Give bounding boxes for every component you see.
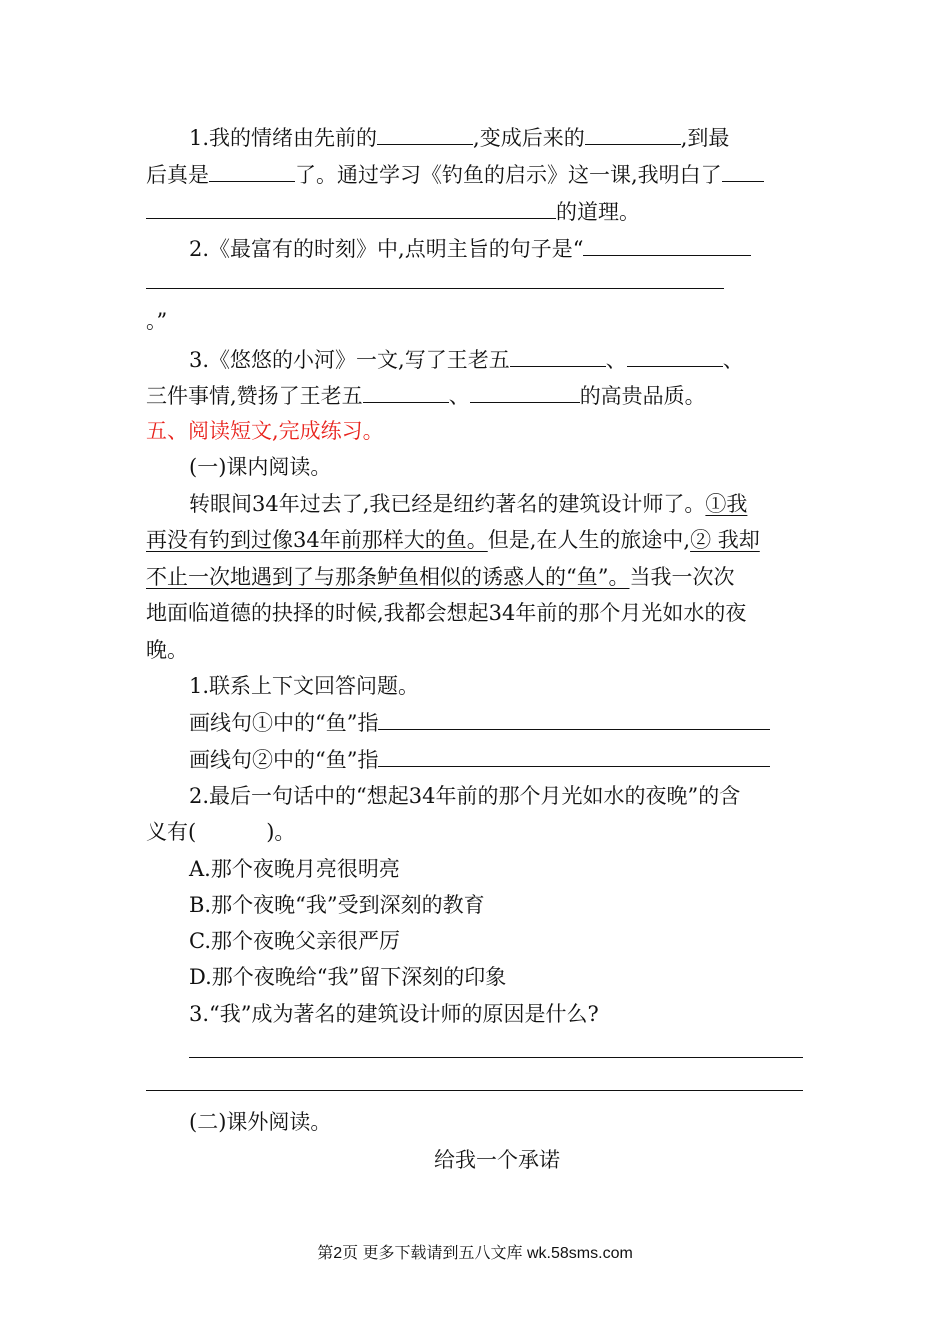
q4-item3-text-c: 、 xyxy=(722,348,744,372)
q4-item1-text-d: 后真是 xyxy=(146,163,209,187)
q4-item3-line2 xyxy=(146,380,706,410)
q4-item1-line2 xyxy=(146,159,764,189)
page-footer: 第2页 更多下载请到五八文库 wk.58sms.com xyxy=(317,1245,633,1262)
q4-item2-line1 xyxy=(189,233,751,263)
answer-blank[interactable] xyxy=(585,122,681,145)
answer-line[interactable] xyxy=(146,1090,803,1091)
q4-item3-text-b: 、 xyxy=(605,348,627,372)
part1-q2-prompt-2 xyxy=(146,817,295,847)
answer-blank[interactable] xyxy=(510,344,606,367)
answer-blank[interactable] xyxy=(377,122,473,145)
q4-item1-text-f: 的道理。 xyxy=(556,200,640,224)
q4-item3-text-a: 3.《悠悠的小河》一文,写了王老五 xyxy=(189,348,510,372)
part1-q2-prompt-1: 2.最后一句话中的“想起34年前的那个月光如水的夜晚”的含 xyxy=(189,784,741,808)
passage-text: 转眼间34年过去了,我已经是纽约著名的建筑设计师了。 xyxy=(189,492,706,516)
part1-q1-b-label: 画线句②中的“鱼”指 xyxy=(189,748,379,772)
section-5-heading: 五、阅读短文,完成练习。 xyxy=(146,419,384,443)
passage-line-4: 地面临道德的抉择的时候,我都会想起34年前的那个月光如水的夜 xyxy=(146,601,747,625)
underlined-sentence-1: ①我 xyxy=(705,492,748,516)
q4-item1-text-c: ,到最 xyxy=(680,126,730,150)
passage-line-5: 晚。 xyxy=(146,638,188,662)
answer-blank[interactable] xyxy=(209,159,295,182)
part1-q1-a-label: 画线句①中的“鱼”指 xyxy=(189,711,379,735)
answer-line[interactable] xyxy=(146,288,724,289)
passage-text: 但是,在人生的旅途中, xyxy=(487,528,691,552)
answer-blank[interactable] xyxy=(378,707,770,730)
part1-q2-paren-close: )。 xyxy=(266,820,296,844)
option-c: C.那个夜晚父亲很严厉 xyxy=(189,929,400,953)
q4-item2-text-b: 。” xyxy=(146,309,168,333)
part1-q1-a-line xyxy=(189,707,770,737)
part1-q3-prompt: 3.“我”成为著名的建筑设计师的原因是什么? xyxy=(189,1002,599,1026)
q4-item1-line3 xyxy=(146,196,640,226)
q4-item2-text-a: 2.《最富有的时刻》中,点明主旨的句子是“ xyxy=(189,237,584,261)
answer-blank[interactable] xyxy=(722,159,764,182)
option-b: B.那个夜晚“我”受到深刻的教育 xyxy=(189,893,485,917)
part1-q1-prompt: 1.联系上下文回答问题。 xyxy=(189,674,420,698)
q4-item3-text-d: 三件事情,赞扬了王老五 xyxy=(146,384,363,408)
part1-label: (一)课内阅读。 xyxy=(189,455,332,479)
underlined-sentence-2: 不止一次地遇到了与那条鲈鱼相似的诱惑人的“鱼”。 xyxy=(146,565,630,589)
option-a: A.那个夜晚月亮很明亮 xyxy=(189,857,400,881)
passage-text: 当我一次次 xyxy=(629,565,735,589)
answer-line[interactable] xyxy=(189,1057,803,1058)
q4-item1-text-e: 了。通过学习《钓鱼的启示》这一课,我明白了 xyxy=(295,163,722,187)
passage-line-2 xyxy=(146,525,760,555)
q4-item1-text-a: 1.我的情绪由先前的 xyxy=(189,126,378,150)
answer-blank[interactable] xyxy=(627,344,723,367)
passage-line-1 xyxy=(189,489,747,519)
answer-blank[interactable] xyxy=(378,744,770,767)
q4-item3-line1 xyxy=(189,344,744,374)
q4-item3-text-e: 、 xyxy=(448,384,470,408)
answer-blank[interactable] xyxy=(583,233,751,256)
article-title: 给我一个承诺 xyxy=(434,1148,560,1172)
part2-label: (二)课外阅读。 xyxy=(189,1110,332,1134)
option-d: D.那个夜晚给“我”留下深刻的印象 xyxy=(189,965,507,989)
part1-q2-paren-open: 义有( xyxy=(146,820,197,844)
q4-item3-text-f: 的高贵品质。 xyxy=(579,384,706,408)
underlined-sentence-1: 再没有钓到过像34年前那样大的鱼。 xyxy=(146,528,488,552)
underlined-sentence-2: ② 我却 xyxy=(690,528,760,552)
q4-item1-text-b: ,变成后来的 xyxy=(473,126,585,150)
answer-blank[interactable] xyxy=(146,196,556,219)
passage-line-3 xyxy=(146,562,734,592)
answer-blank[interactable] xyxy=(470,380,580,403)
q4-item2-line3 xyxy=(146,306,167,336)
answer-blank[interactable] xyxy=(363,380,449,403)
q4-item1-line1 xyxy=(189,122,729,152)
part1-q1-b-line xyxy=(189,744,770,774)
